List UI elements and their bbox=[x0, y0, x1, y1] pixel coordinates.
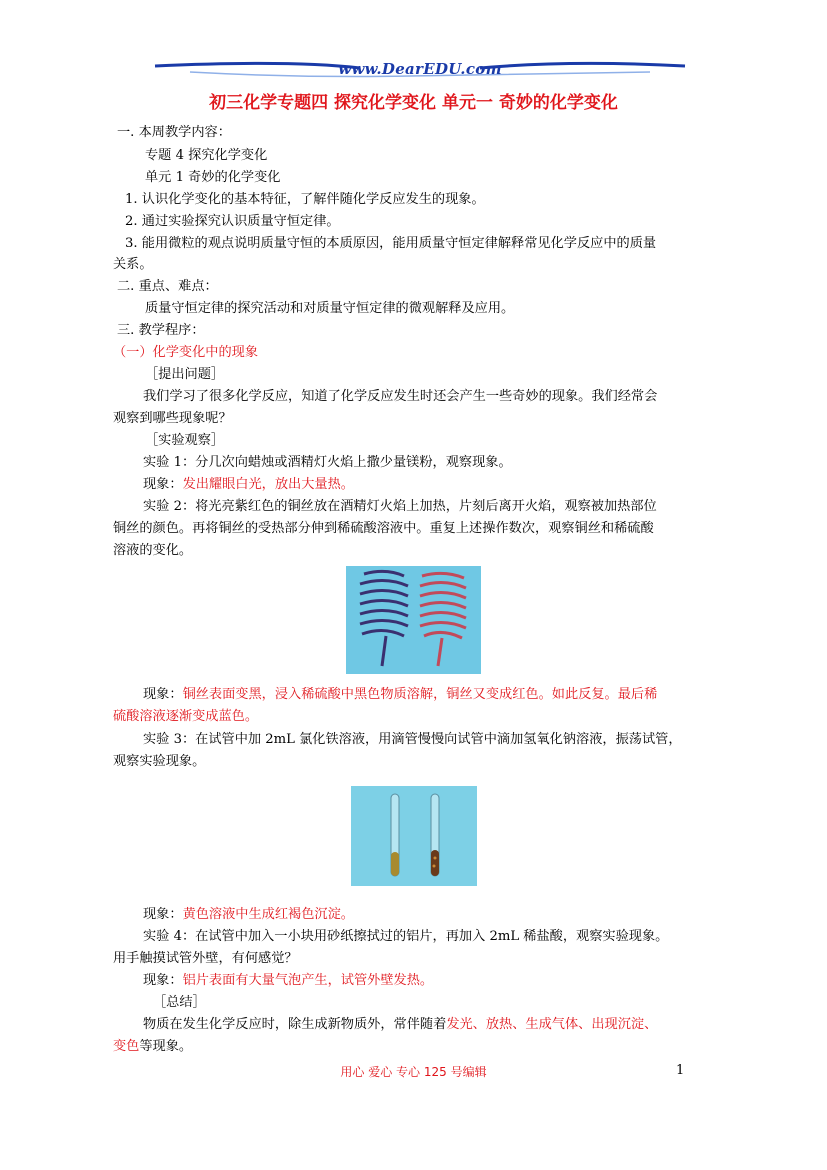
topic-line: 专题 4 探究化学变化 bbox=[145, 148, 268, 163]
experiment-3-continued: 观察实验现象。 bbox=[113, 754, 206, 769]
copper-coil-image bbox=[346, 566, 481, 674]
copper-coils-illustration bbox=[346, 566, 481, 674]
experiment-4: 实验 4：在试管中加入一小块用砂纸擦拭过的铝片，再加入 2mL 稀盐酸，观察实验现象。 bbox=[143, 929, 669, 944]
experiment-4-result bbox=[143, 970, 433, 992]
phenomenon-label: 现象： bbox=[143, 477, 183, 492]
summary-plain: 等现象。 bbox=[139, 1039, 193, 1054]
site-banner bbox=[150, 56, 690, 84]
ask-text: 我们学习了很多化学反应，知道了化学反应发生时还会产生一些奇妙的现象。我们经常会 bbox=[143, 389, 658, 404]
result-text: 发出耀眼白光，放出大量热。 bbox=[182, 477, 354, 492]
ask-label: ［提出问题］ bbox=[145, 367, 225, 382]
section3-heading: 三. 教学程序： bbox=[117, 323, 205, 338]
part1-title: （一）化学变化中的现象 bbox=[113, 345, 259, 360]
unit-line: 单元 1 奇妙的化学变化 bbox=[145, 170, 281, 185]
page-number: 1 bbox=[676, 1063, 685, 1078]
experiment-4-continued: 用手触摸试管外壁，有何感觉？ bbox=[113, 951, 298, 966]
goal-item: 3. 能用微粒的观点说明质量守恒的本质原因，能用质量守恒定律解释常见化学反应中的质量 bbox=[125, 236, 657, 251]
result-text: 铜丝表面变黑，浸入稀硫酸中黑色物质溶解，铜丝又变成红色。如此反复。最后稀 bbox=[182, 687, 658, 702]
experiment-2-result-continued: 硫酸溶液逐渐变成蓝色。 bbox=[113, 709, 259, 724]
section1-heading: 一. 本周教学内容： bbox=[117, 125, 231, 140]
experiment-2-result bbox=[143, 684, 657, 706]
experiment-1: 实验 1：分几次向蜡烛或酒精灯火焰上撒少量镁粉，观察现象。 bbox=[143, 455, 512, 470]
experiment-2: 实验 2：将光亮紫红色的铜丝放在酒精灯火焰上加热，片刻后离开火焰，观察被加热部位 bbox=[143, 499, 657, 514]
phenomenon-label: 现象： bbox=[143, 973, 183, 988]
test-tube-image bbox=[351, 786, 477, 886]
ask-text-continued: 观察到哪些现象呢？ bbox=[113, 411, 232, 426]
experiment-1-result bbox=[143, 474, 354, 496]
phenomenon-label: 现象： bbox=[143, 907, 183, 922]
footer-slogan: 用心 爱心 专心 125 号编辑 bbox=[340, 1065, 487, 1079]
observe-label: ［实验观察］ bbox=[145, 433, 225, 448]
result-text: 铝片表面有大量气泡产生，试管外壁发热。 bbox=[182, 973, 434, 988]
summary-text bbox=[143, 1014, 657, 1036]
summary-label: ［总结］ bbox=[153, 995, 206, 1010]
test-tubes-illustration bbox=[351, 786, 477, 886]
summary-text-continued bbox=[113, 1036, 192, 1058]
summary-highlight: 变色 bbox=[113, 1039, 140, 1054]
section2-heading: 二. 重点、难点： bbox=[117, 279, 218, 294]
phenomenon-label: 现象： bbox=[143, 687, 183, 702]
goal-item: 1. 认识化学变化的基本特征，了解伴随化学反应发生的现象。 bbox=[125, 192, 485, 207]
goal-item: 2. 通过实验探究认识质量守恒定律。 bbox=[125, 214, 340, 229]
section2-text: 质量守恒定律的探究活动和对质量守恒定律的微观解释及应用。 bbox=[145, 301, 515, 316]
experiment-2-continued: 溶液的变化。 bbox=[113, 543, 193, 558]
result-text: 黄色溶液中生成红褐色沉淀。 bbox=[182, 907, 354, 922]
summary-highlight: 发光、放热、生成气体、出现沉淀、 bbox=[446, 1017, 658, 1032]
site-url[interactable]: www.DearEDU.com bbox=[338, 60, 502, 78]
goal-item-continued: 关系。 bbox=[113, 257, 153, 272]
experiment-2-continued: 铜丝的颜色。再将铜丝的受热部分伸到稀硫酸溶液中。重复上述操作数次，观察铜丝和稀硫酸 bbox=[113, 521, 654, 536]
summary-plain: 物质在发生化学反应时，除生成新物质外，常伴随着 bbox=[143, 1017, 447, 1032]
page-title: 初三化学专题四 探究化学变化 单元一 奇妙的化学变化 bbox=[209, 93, 618, 113]
experiment-3-result bbox=[143, 904, 354, 926]
experiment-3: 实验 3：在试管中加 2mL 氯化铁溶液，用滴管慢慢向试管中滴加氢氧化钠溶液，振荡试管， bbox=[143, 732, 682, 747]
